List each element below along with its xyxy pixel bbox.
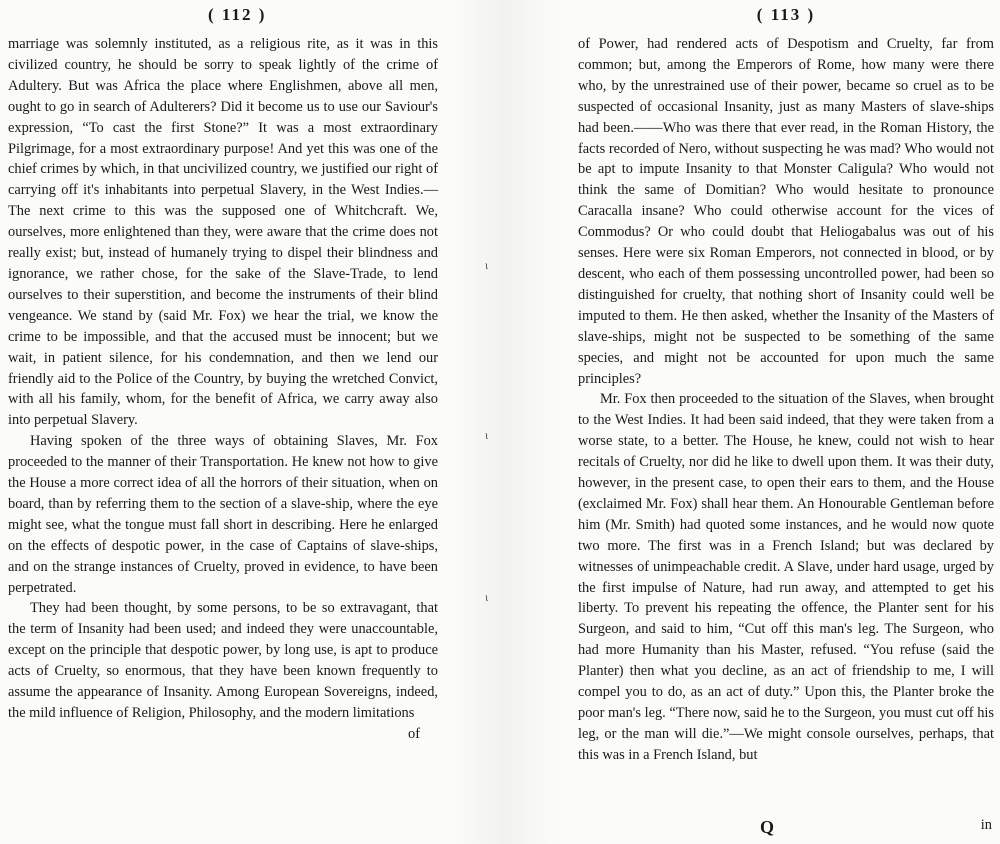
paragraph: They had been thought, by some persons, to be so extravagant, that the term of Insanity had been used; and indeed they were unaccountable, except on the principle that despotic power, by long use, is apt to produce acts of Cruelty, so enormous, that they have been known frequently to assume the appearance of Insanity. Among European Sovereigns, indeed, the mild influence of Religion, Philosophy, and the modern limitations (8, 600, 438, 721)
gutter-speck: ι (485, 590, 489, 604)
left-page (0, 0, 450, 844)
page-body (8, 34, 438, 724)
book-gutter (450, 0, 560, 844)
right-page (560, 0, 1000, 844)
signature-mark: Q (760, 817, 775, 837)
paragraph: Mr. Fox then proceeded to the situation of the Slaves, when brought to the West Indies. It had been said indeed, that they were taken from a worse state, to a better. The House, he knew, could not wish to hear recitals of Cruelty, nor did he like to dwell upon them. It was their duty, however, in the present case, to open their ears to them, and the House (exclaimed Mr. Fox) shall hear them. An Honourable Gentleman before him (Mr. Smith) had quoted some instances, and he would now quote two more. The first was in a French Island; but was declared by witnesses of unimpeachable credit. A Slave, under hard usage, urged by the first impulse of Nature, had run away, and attempted to get his liberty. To prevent his repeating the offence, the Planter sent for his Surgeon, and said to him, “Cut off this man's leg. The Surgeon, who had more Humanity than his Master, refused. “You refuse (said the Planter) then what you decline, as an act of friendship to me, I will compel you to do, as an act of duty.” Upon this, the Planter broke the poor man's leg. “There now, said he to the Surgeon, you must cut off his leg, or the man will die.”—We might console ourselves, perhaps, that this was in a French Island, but (578, 391, 994, 763)
page-number: ( 112 ) (208, 5, 267, 24)
catchword: in (980, 817, 992, 833)
paragraph: marriage was solemnly instituted, as a religious rite, as it was in this civilized country, he should be sorry to speak lightly of the crime of Adultery. But was Africa the place where Englishmen, above all men, ought to go in search of Adulterers? Did it become us to use our Saviour's expression, “To cast the first Stone?” It was a most extraordinary Pilgrimage, for a most extraordinary purpose! And yet this was one of the chief crimes by which, in that uncivilized country, we justified our right of carrying off it's inhabitants into perpetual Slavery, in the West Indies.—The next crime to this was the supposed one of Whitchcraft. We, ourselves, more enlightened than they, were aware that the crime does not really exist; but, instead of humanely trying to dispel their blindness and ignorance, we rather chose, for the sake of the Slave-Trade, to lend ourselves to their superstition, and become the instruments of their blind vengeance. We stand by (said Mr. Fox) we hear the trial, we know the crime to be impossible, and that the accused must be innocent; but we wait, in patient silence, for his condemnation, and then we lend our friendly aid to the Police of the Country, by buying the wretched Convict, with all his family, whom, for the benefit of Africa, we carry away also into perpetual Slavery. (8, 36, 438, 429)
gutter-speck: ι (485, 258, 489, 272)
catchword: of (408, 725, 420, 742)
paragraph: of Power, had rendered acts of Despotism and Cruelty, far from common; but, among the Emperors of Rome, how many were there who, by the unrestrained use of their power, became so cruel as to be suspected of occasional Insanity, just as many Masters of slave-ships had been.——Who was there that ever read, in the Roman History, the facts recorded of Nero, without suspecting he was mad? Who would not be apt to impute Insanity to that Monster Caligula? Who would not think the same of Domitian? Who would hesitate to pronounce Caracalla insane? Who could otherwise account for the vices of Commodus? Or who could doubt that Heliogabalus was out of his senses. Here were six Roman Emperors, not connected in blood, or by descent, who each of them possessing uncontrolled power, had been so distinguished for cruelty, that nothing short of Insanity could well be imputed to them. He then asked, whether the Insanity of the Masters of slave-ships, might not be suspected to be something of the same species, and might not be accounted for upon much the same principles? (578, 36, 994, 387)
page-body (578, 34, 994, 766)
page-number: ( 113 ) (756, 5, 816, 24)
gutter-speck: ι (485, 428, 489, 442)
paragraph: Having spoken of the three ways of obtaining Slaves, Mr. Fox proceeded to the manner of their Transportation. He knew not how to give the House a more correct idea of all the horrors of their situation, when on board, than by referring them to the section of a slave-ship, where the eye might see, what the tongue must fall short in describing. Here he enlarged on the effects of despotic power, in the case of Captains of slave-ships, and on the strange instances of Cruelty, proved in evidence, to have been perpetrated. (8, 433, 438, 596)
